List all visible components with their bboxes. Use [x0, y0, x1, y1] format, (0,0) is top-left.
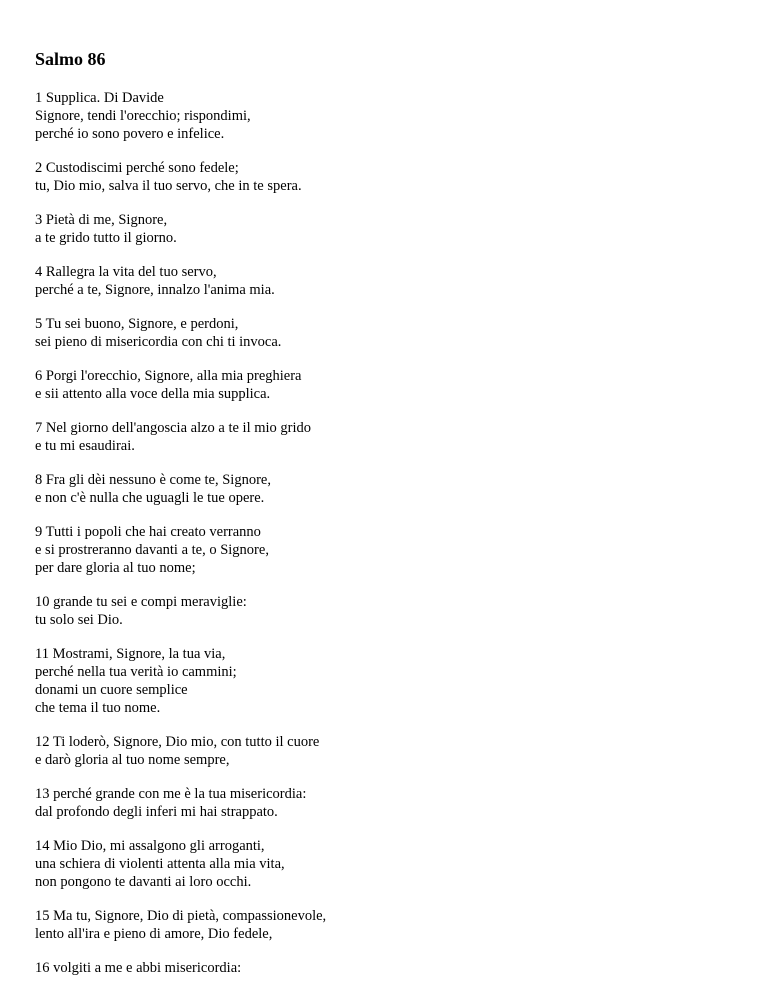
verse-line: 14 Mio Dio, mi assalgono gli arroganti, [35, 838, 265, 854]
verse-stanza [35, 907, 735, 943]
verse-line: lento all'ira e pieno di amore, Dio fedele, [35, 926, 273, 942]
verse-line: 16 volgiti a me e abbi misericordia: [35, 960, 242, 976]
verse-line: dal profondo degli inferi mi hai strappato. [35, 804, 278, 820]
verse-stanza [35, 785, 735, 821]
verse-stanza [35, 419, 735, 455]
verse-line: 15 Ma tu, Signore, Dio di pietà, compassionevole, [35, 908, 327, 924]
page-title: Salmo 86 [35, 49, 106, 69]
verse-stanza [35, 471, 735, 507]
verse-line: 4 Rallegra la vita del tuo servo, [35, 264, 217, 280]
verse-stanza [35, 367, 735, 403]
verse-line: e darò gloria al tuo nome sempre, [35, 752, 230, 768]
verse-line: 12 Ti loderò, Signore, Dio mio, con tutto il cuore [35, 734, 320, 750]
verse-line: 11 Mostrami, Signore, la tua via, [35, 646, 226, 662]
verse-line: che tema il tuo nome. [35, 700, 161, 716]
verse-line: e non c'è nulla che uguagli le tue opere. [35, 490, 265, 506]
verse-stanza [35, 263, 735, 299]
verse-line: tu, Dio mio, salva il tuo servo, che in te spera. [35, 178, 302, 194]
verse-stanza [35, 593, 735, 629]
verse-line: 8 Fra gli dèi nessuno è come te, Signore, [35, 472, 271, 488]
verse-stanza [35, 211, 735, 247]
verse-line: 3 Pietà di me, Signore, [35, 212, 168, 228]
verse-line: perché a te, Signore, innalzo l'anima mia. [35, 282, 275, 298]
verse-stanza [35, 837, 735, 891]
verse-line: 2 Custodiscimi perché sono fedele; [35, 160, 239, 176]
verse-line: sei pieno di misericordia con chi ti invoca. [35, 334, 282, 350]
verse-line: perché io sono povero e infelice. [35, 126, 225, 142]
verse-stanza [35, 733, 735, 769]
verse-line: 9 Tutti i popoli che hai creato verranno [35, 524, 261, 540]
verse-stanza [35, 523, 735, 577]
verse-line: 7 Nel giorno dell'angoscia alzo a te il mio grido [35, 420, 312, 436]
verse-stanza [35, 315, 735, 351]
verse-line: una schiera di violenti attenta alla mia vita, [35, 856, 285, 872]
verse-line: tu solo sei Dio. [35, 612, 123, 628]
document-page [35, 48, 735, 993]
verse-line: donami un cuore semplice [35, 682, 188, 698]
verse-stanza [35, 89, 735, 143]
verse-stanza [35, 159, 735, 195]
verse-line: 6 Porgi l'orecchio, Signore, alla mia preghiera [35, 368, 302, 384]
verse-line: per dare gloria al tuo nome; [35, 560, 196, 576]
verse-line: non pongono te davanti ai loro occhi. [35, 874, 252, 890]
verse-line: e sii attento alla voce della mia supplica. [35, 386, 271, 402]
verse-line: 10 grande tu sei e compi meraviglie: [35, 594, 247, 610]
verse-line: 13 perché grande con me è la tua misericordia: [35, 786, 307, 802]
verse-line: perché nella tua verità io cammini; [35, 664, 237, 680]
verse-line: Signore, tendi l'orecchio; rispondimi, [35, 108, 251, 124]
psalm-text [35, 89, 735, 977]
verse-line: e tu mi esaudirai. [35, 438, 135, 454]
verse-line: 1 Supplica. Di Davide [35, 90, 164, 106]
verse-stanza [35, 959, 735, 977]
verse-stanza [35, 645, 735, 717]
verse-line: e si prostreranno davanti a te, o Signore, [35, 542, 269, 558]
verse-line: 5 Tu sei buono, Signore, e perdoni, [35, 316, 239, 332]
verse-line: a te grido tutto il giorno. [35, 230, 177, 246]
